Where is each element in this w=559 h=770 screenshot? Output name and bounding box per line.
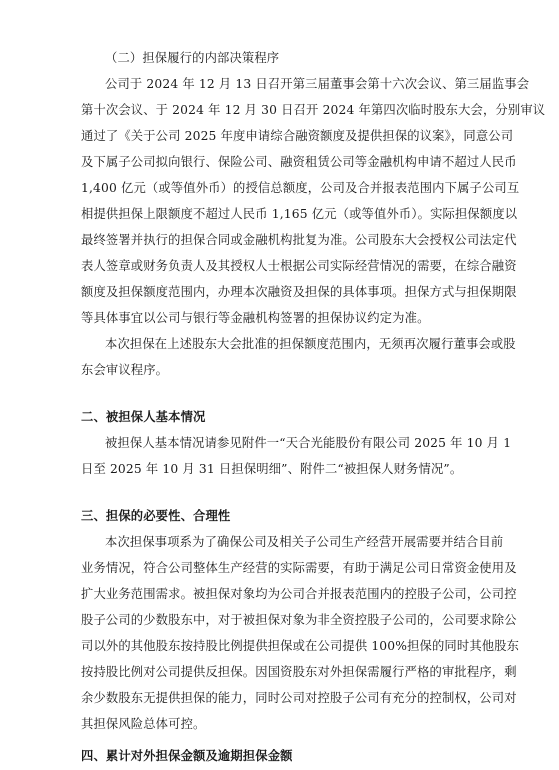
section-heading-cumulative-guarantees: 四、累计对外担保金额及逾期担保金额: [81, 749, 293, 763]
paragraph-line: 日至 2025 年 10 月 31 日担保明细”、附件二“被担保人财务情况”。: [81, 462, 463, 476]
paragraph-line: 被担保人基本情况请参见附件一“天合光能股份有限公司 2025 年 10 月 1: [105, 436, 512, 450]
paragraph-line: 股子公司的少数股东中，对于被担保对象为非全资控股子公司的，公司要求除公: [81, 613, 517, 627]
paragraph-line: 通过了《关于公司 2025 年度申请综合融资额度及提供担保的议案》，同意公司: [81, 129, 514, 143]
paragraph-line: 本次担保在上述股东大会批准的担保额度范围内，无须再次履行董事会或股: [105, 337, 516, 351]
paragraph-line: 本次担保事项系为了确保公司及相关子公司生产经营开展需要并结合目前: [105, 535, 504, 549]
paragraph-line: 余少数股东无提供担保的能力，同时公司对控股子公司有充分的控制权，公司对: [81, 691, 517, 705]
paragraph-line: 按持股比例对公司提供反担保。因国资股东对外担保需履行严格的审批程序，剩: [81, 665, 517, 679]
paragraph-line: 1,400 亿元（或等值外币）的授信总额度，公司及合并报表范围内下属子公司互: [81, 181, 520, 195]
paragraph-line: 最终签署并执行的担保合同或金融机构批复为准。公司股东大会授权公司法定代: [81, 233, 517, 247]
paragraph-line: 其担保风险总体可控。: [81, 717, 206, 731]
paragraph-line: 第十次会议、于 2024 年 12 月 30 日召开 2024 年第四次临时股东大会，分别审议: [81, 103, 546, 117]
paragraph-line: 公司于 2024 年 12 月 13 日召开第三届董事会第十六次会议、第三届监事会: [105, 77, 530, 91]
section-heading-necessity: 三、担保的必要性、合理性: [81, 509, 231, 523]
paragraph-line: 表人签章或财务负责人及其授权人士根据公司实际经营情况的需要，在综合融资: [81, 259, 517, 273]
paragraph-line: 等具体事宜以公司与银行等金融机构签署的担保协议约定为准。: [81, 311, 430, 325]
subheading-internal-procedure: （二）担保履行的内部决策程序: [105, 51, 280, 65]
paragraph-line: 额度及担保额度范围内，办理本次融资及担保的具体事项。担保方式与担保期限: [81, 285, 517, 299]
paragraph-line: 司以外的其他股东按持股比例提供担保或在公司提供 100%担保的同时其他股东: [81, 639, 520, 653]
paragraph-line: 及下属子公司拟向银行、保险公司、融资租赁公司等金融机构申请不超过人民币: [81, 155, 517, 169]
paragraph-line: 业务情况，符合公司整体生产经营的实际需要，有助于满足公司日常资金使用及: [81, 561, 517, 575]
paragraph-line: 扩大业务范围需求。被担保对象均为公司合并报表范围内的控股子公司，公司控: [81, 587, 517, 601]
paragraph-line: 东会审议程序。: [81, 363, 169, 377]
section-heading-guaranteed-party: 二、被担保人基本情况: [81, 410, 206, 424]
paragraph-line: 相提供担保上限额度不超过人民币 1,165 亿元（或等值外币）。实际担保额度以: [81, 207, 518, 221]
